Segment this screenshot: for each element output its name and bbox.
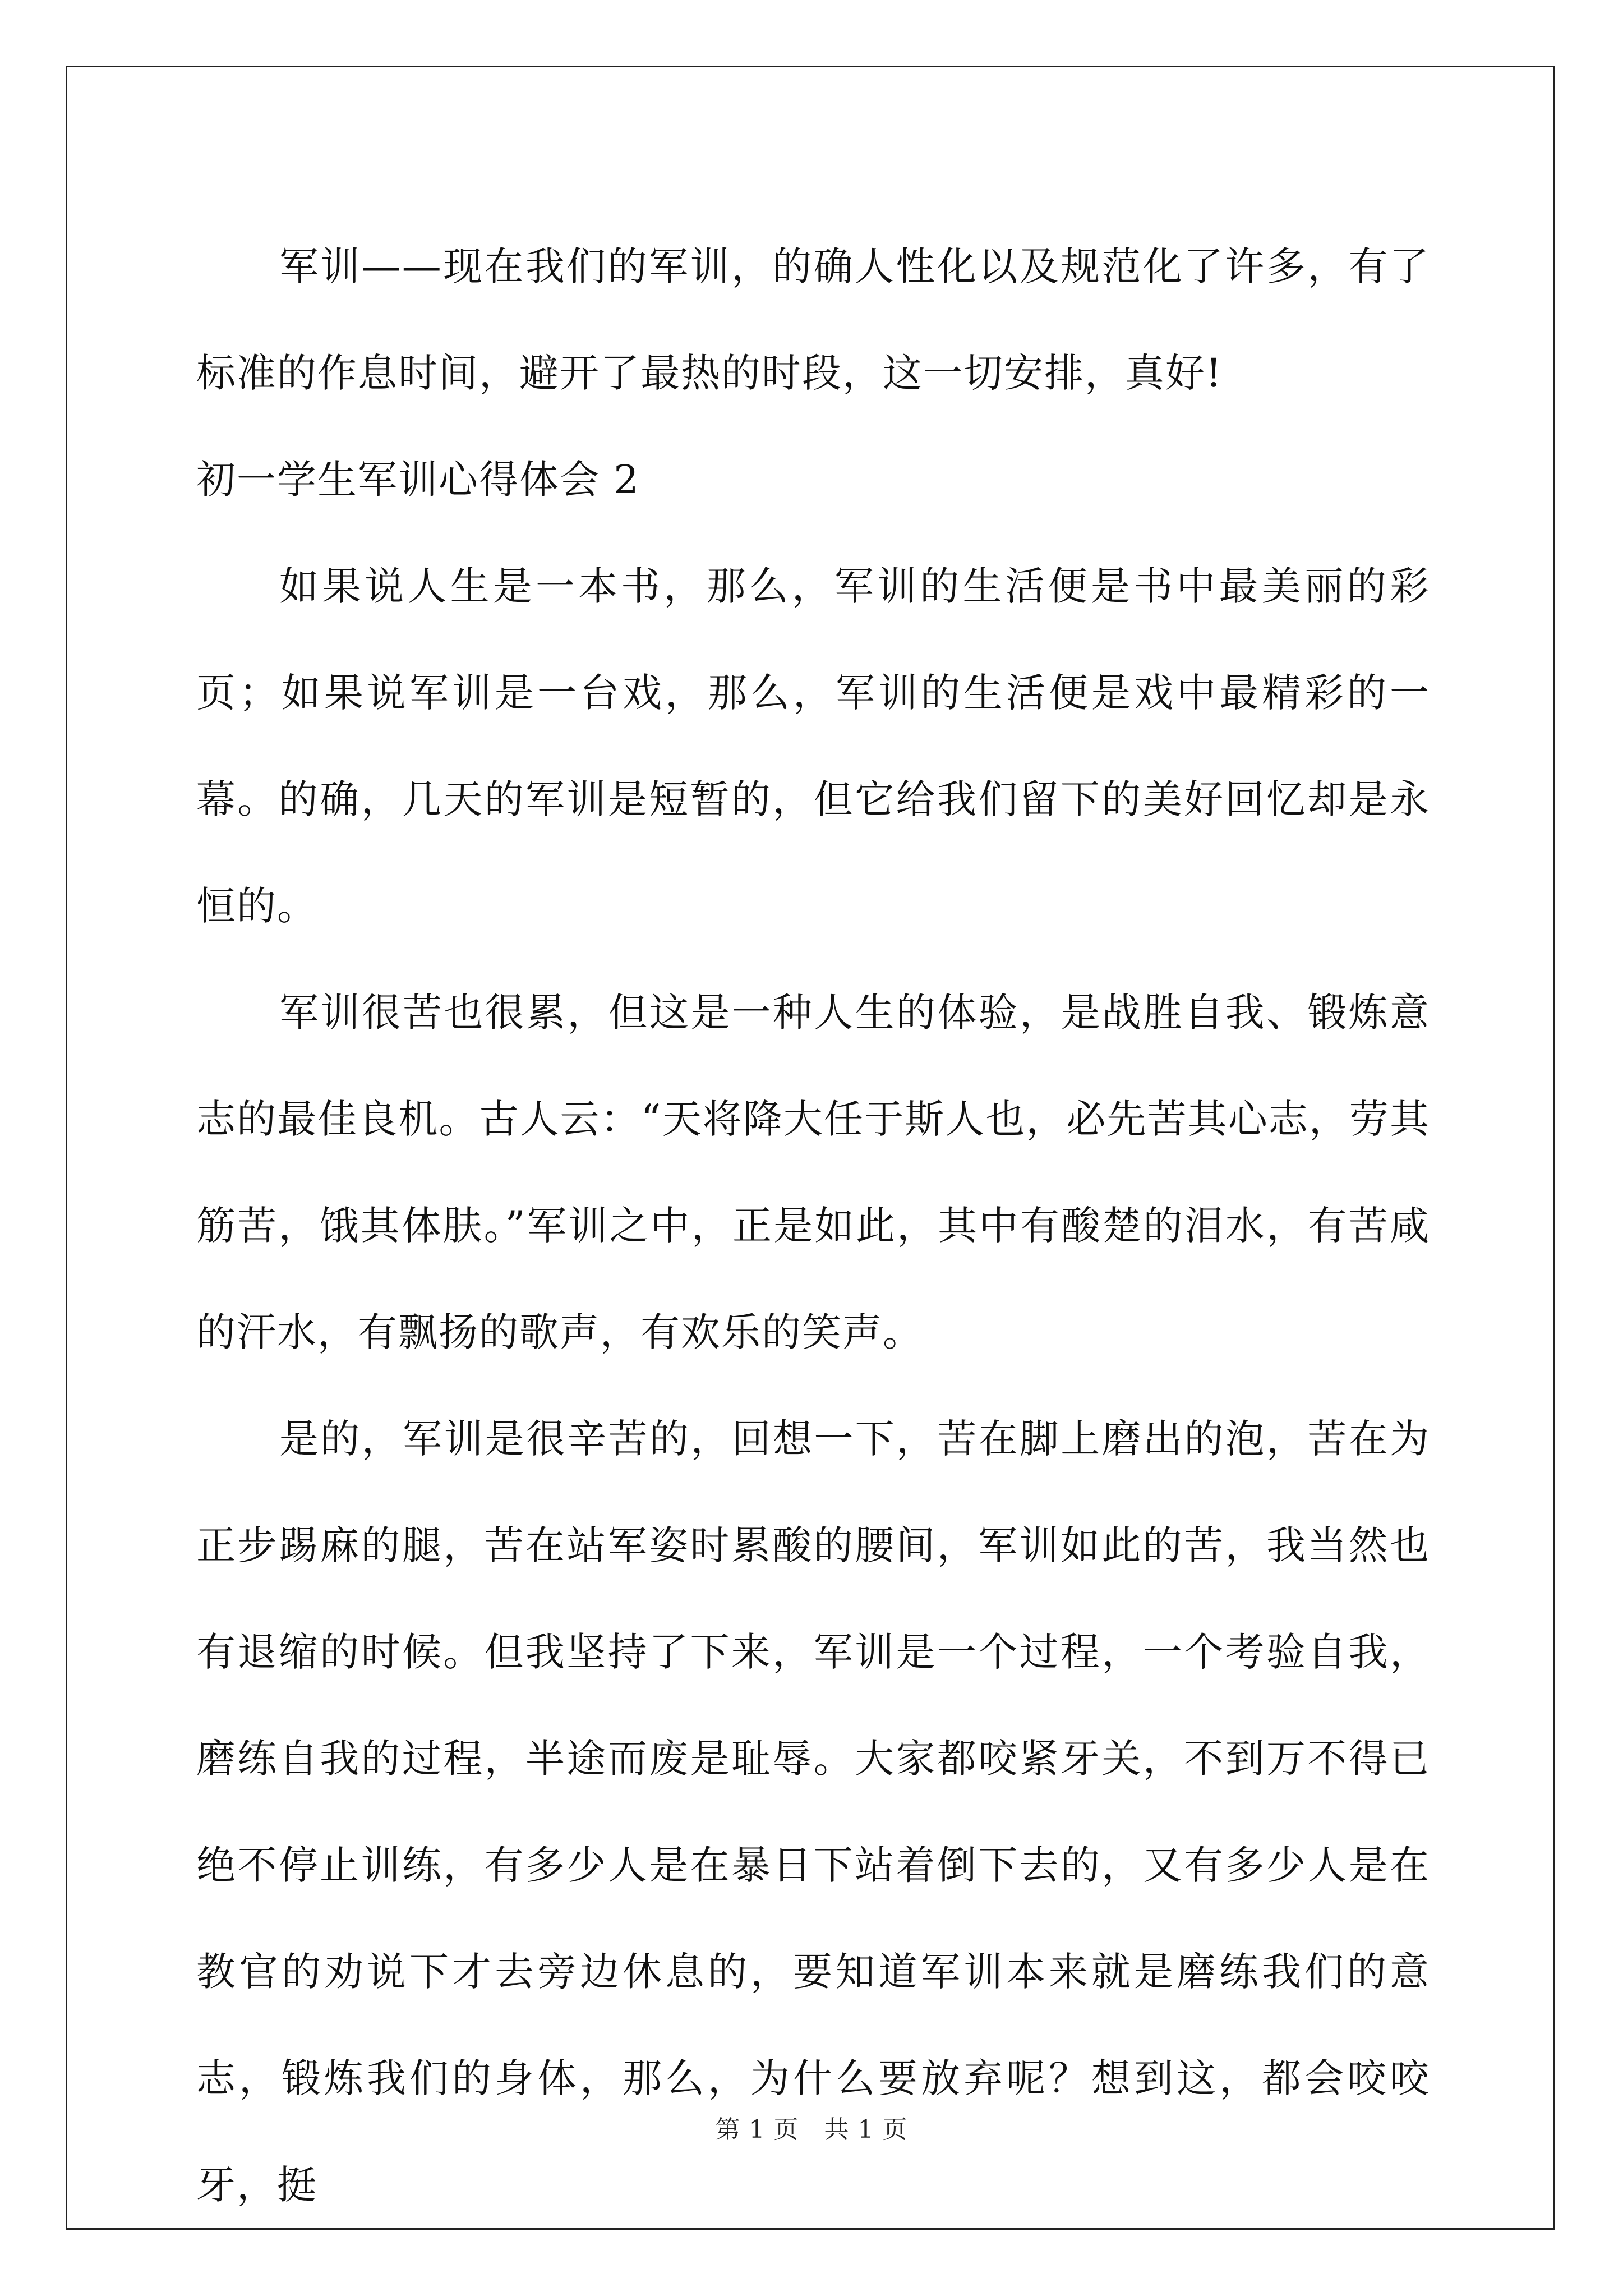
paragraph-1: 军训——现在我们的军训，的确人性化以及规范化了许多，有了标准的作息时间，避开了最热的时段，这一切安排，真好! bbox=[196, 243, 1430, 396]
paragraph-4: 是的，军训是很辛苦的，回想一下，苦在脚上磨出的泡，苦在为正步踢麻的腿，苦在站军姿时累酸的腰间，军训如此的苦，我当然也有退缩的时候。但我坚持了下来，军训是一个过程，一个考验自我，磨练自我的过程，半途而废是耻辱。大家都咬紧牙关，不到万不得已绝不停止训练，有多少人是在暴日下站着倒下去的，又有多少人是在教官的劝说下才去旁边休息的，要知道军训本来就是磨练我们的意志，锻炼我们的身体，那么，为什么要放弃呢？想到这，都会咬咬牙，挺 bbox=[196, 1416, 1430, 2208]
page-footer: 第 1 页 共 1 页 bbox=[715, 2115, 908, 2144]
paragraph-3: 军训很苦也很累，但这是一种人生的体验，是战胜自我、锻炼意志的最佳良机。古人云：“天将降大任于斯人也，必先苦其心志，劳其筋苦，饿其体肤。”军训之中，正是如此，其中有酸楚的泪水，有苦咸的汗水，有飘扬的歌声，有欢乐的笑声。 bbox=[196, 990, 1430, 1355]
document-body bbox=[196, 213, 1430, 2238]
section-heading: 初一学生军训心得体会 2 bbox=[196, 457, 640, 503]
paragraph-2: 如果说人生是一本书，那么，军训的生活便是书中最美丽的彩页；如果说军训是一台戏，那么，军训的生活便是戏中最精彩的一幕。的确，几天的军训是短暂的，但它给我们留下的美好回忆却是永恒的。 bbox=[196, 563, 1430, 929]
